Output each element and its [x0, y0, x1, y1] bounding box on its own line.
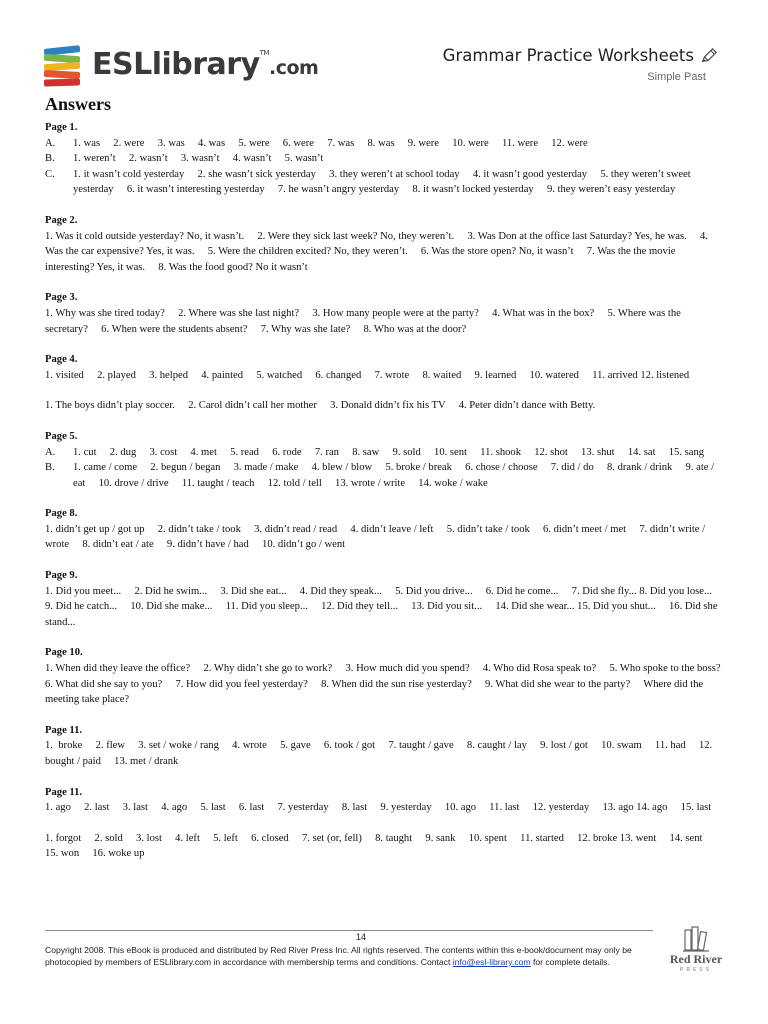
logo-wordmark: [92, 47, 319, 82]
answer-section: [45, 290, 725, 337]
section-title: Page 2.: [45, 214, 78, 226]
answer-paragraph: 1. forgot 2. sold 3. lost 4. left 5. left 6. closed 7. set (or, fell) 8. taught 9. sank 10. spent 11. started 12. broke 13. went 14. sent 15. won 16. woke up: [45, 832, 716, 860]
answer-section: [45, 429, 725, 491]
footer-divider: [45, 930, 653, 931]
books-icon: [681, 924, 711, 954]
page-number: 14: [356, 932, 367, 942]
red-river-press-logo: [664, 922, 728, 982]
answer-paragraph: 1. ago 2. last 3. last 4. ago 5. last 6. last 7. yesterday 8. last 9. yesterday 10. ago 11. last 12. yesterday 13. ago 14. ago 15. last: [45, 802, 712, 814]
row-label: A.: [45, 446, 56, 458]
answer-section: [45, 568, 725, 630]
answer-row: [45, 460, 725, 491]
answer-paragraph: 1. Was it cold outside yesterday? No, it wasn’t. 2. Were they sick last week? No, they weren’t. 3. Was Don at the office last Saturday? Yes, he was. 4. Was the car expensive? Yes, it was. 5. Were the children excited? No, they weren’t. 6. Was the store open? No, it wasn’t 7. Was the the movie interesting? Yes, it was. 8. Was the food good? No it wasn’t: [45, 230, 711, 273]
answer-section: [45, 506, 725, 553]
answer-section: [45, 213, 725, 275]
row-label: C.: [45, 168, 55, 180]
answer-row: [45, 151, 725, 167]
answer-section: [45, 120, 725, 198]
answers-heading: Answers: [45, 94, 111, 114]
row-answers: 1. weren’t 2. wasn’t 3. wasn’t 4. wasn’t 5. wasn’t: [73, 153, 324, 165]
section-title: Page 9.: [45, 570, 78, 582]
answer-section: [45, 645, 734, 707]
section-title: Page 5.: [45, 430, 78, 442]
publisher-press: PRESS: [680, 967, 712, 973]
answer-paragraph: 1. Why was she tired today? 2. Where was she last night? 3. How many people were at the party? 4. What was in the box? 5. Where was the secretary? 6. When were the students absent? 7. Why was she late? 8. Who was at the door?: [45, 307, 684, 335]
contact-email-link[interactable]: info@esl-library.com: [452, 957, 531, 967]
answer-section: [45, 785, 725, 862]
copyright-notice: [45, 944, 655, 968]
answer-section: [45, 352, 725, 414]
pencil-icon: [700, 47, 718, 65]
section-title: Page 8.: [45, 508, 78, 520]
answer-row: [45, 167, 725, 198]
logo-trademark: TM: [259, 49, 269, 57]
answer-row: [45, 445, 725, 461]
logo-com-text: .com: [268, 57, 319, 79]
row-label: A.: [45, 137, 56, 149]
book-stack-icon: [42, 43, 86, 87]
spacer: [45, 383, 725, 398]
section-title: Page 10.: [45, 647, 83, 659]
row-answers: 1. cut 2. dug 3. cost 4. met 5. read 6. rode 7. ran 8. saw 9. sold 10. sent 11. shook 12. shot 13. shut 14. sat 15. sang: [73, 446, 705, 458]
answer-paragraph: 1. visited 2. played 3. helped 4. painted 5. watched 6. changed 7. wrote 8. waited 9. learned 10. watered 11. arrived 12. listened: [45, 369, 690, 381]
worksheet-subtitle: Simple Past: [647, 71, 706, 83]
row-label: B.: [45, 153, 55, 165]
worksheet-title: [443, 46, 718, 65]
answer-paragraph: 1. Did you meet... 2. Did he swim... 3. Did she eat... 4. Did they speak... 5. Did you drive... 6. Did he come... 7. Did she fly... 8. Did you lose... 9. Did he catch... 10. Did she make... 11. Did you sleep... 12. Did they tell... 13. Did you sit... 14. Did she wear... 15. Did you shut... 16. Did she stand...: [45, 585, 726, 628]
answer-paragraph: 1. broke 2. flew 3. set / woke / rang 4. wrote 5. gave 6. took / got 7. taught / gave 8. caught / lay 9. lost / got 10. swam 11. had 12. bought / paid 13. met / drank: [45, 740, 715, 767]
answer-paragraph: 1. didn’t get up / got up 2. didn’t take / took 3. didn’t read / read 4. didn’t leave / left 5. didn’t take / took 6. didn’t meet / met 7. didn’t write / wrote 8. didn’t eat / ate 9. didn’t have / had 10. didn’t go / went: [45, 523, 708, 551]
esl-library-logo[interactable]: [42, 42, 318, 88]
worksheet-header: [443, 46, 718, 83]
section-title: Page 4.: [45, 354, 78, 366]
answer-paragraph: 1. When did they leave the office? 2. Why didn’t she go to work? 3. How much did you spend? 4. Who did Rosa speak to? 5. Who spoke to the boss? 6. What did she say to you? 7. How did you feel yesterday? 8. When did the sun rise yesterday? 9. What did she wear to the party? Where did the meeting take place?: [45, 663, 734, 706]
spacer: [45, 816, 725, 831]
row-answers: 1. it wasn’t cold yesterday 2. she wasn’t sick yesterday 3. they weren’t at school today 4. it wasn’t good yesterday 5. they weren’t sweet yesterday 6. it wasn’t interesting yesterday 7. he wasn’t angry yesterday 8. it wasn’t locked yesterday 9. they weren’t easy yesterday: [73, 168, 694, 196]
answer-paragraph: 1. The boys didn’t play soccer. 2. Carol didn’t call her mother 3. Donald didn’t fix his TV 4. Peter didn’t dance with Betty.: [45, 400, 596, 412]
section-title: Page 11.: [45, 786, 83, 798]
logo-main-text: ESLlibrary: [92, 47, 260, 82]
row-answers: 1. came / come 2. begun / began 3. made / make 4. blew / blow 5. broke / break 6. chose / choose 7. did / do 8. drank / drink 9. ate / eat 10. drove / drive 11. taught / teach 12. told / tell 13. wrote / write 14. woke / wake: [73, 462, 717, 489]
section-title: Page 3.: [45, 292, 78, 304]
section-title: Page 1.: [45, 122, 78, 133]
answer-key: [45, 94, 734, 877]
worksheet-title-text: Grammar Practice Worksheets: [442, 46, 694, 65]
row-label: B.: [45, 462, 55, 474]
section-title: Page 11.: [45, 724, 83, 736]
answer-row: [45, 136, 725, 152]
answer-section: [45, 723, 725, 770]
copyright-text-end: for complete details.: [530, 957, 610, 967]
copyright-text: Copyright 2008. This eBook is produced and distributed by Red River Press Inc. All rights reserved. The contents within this e-book/document may only be photocopied by members of ESLlibrary.com in accordance with membership terms and conditions. Contact: [45, 945, 632, 967]
row-answers: 1. was 2. were 3. was 4. was 5. were 6. were 7. was 8. was 9. were 10. were 11. were 12. were: [73, 137, 588, 149]
publisher-name: Red River: [669, 952, 723, 966]
